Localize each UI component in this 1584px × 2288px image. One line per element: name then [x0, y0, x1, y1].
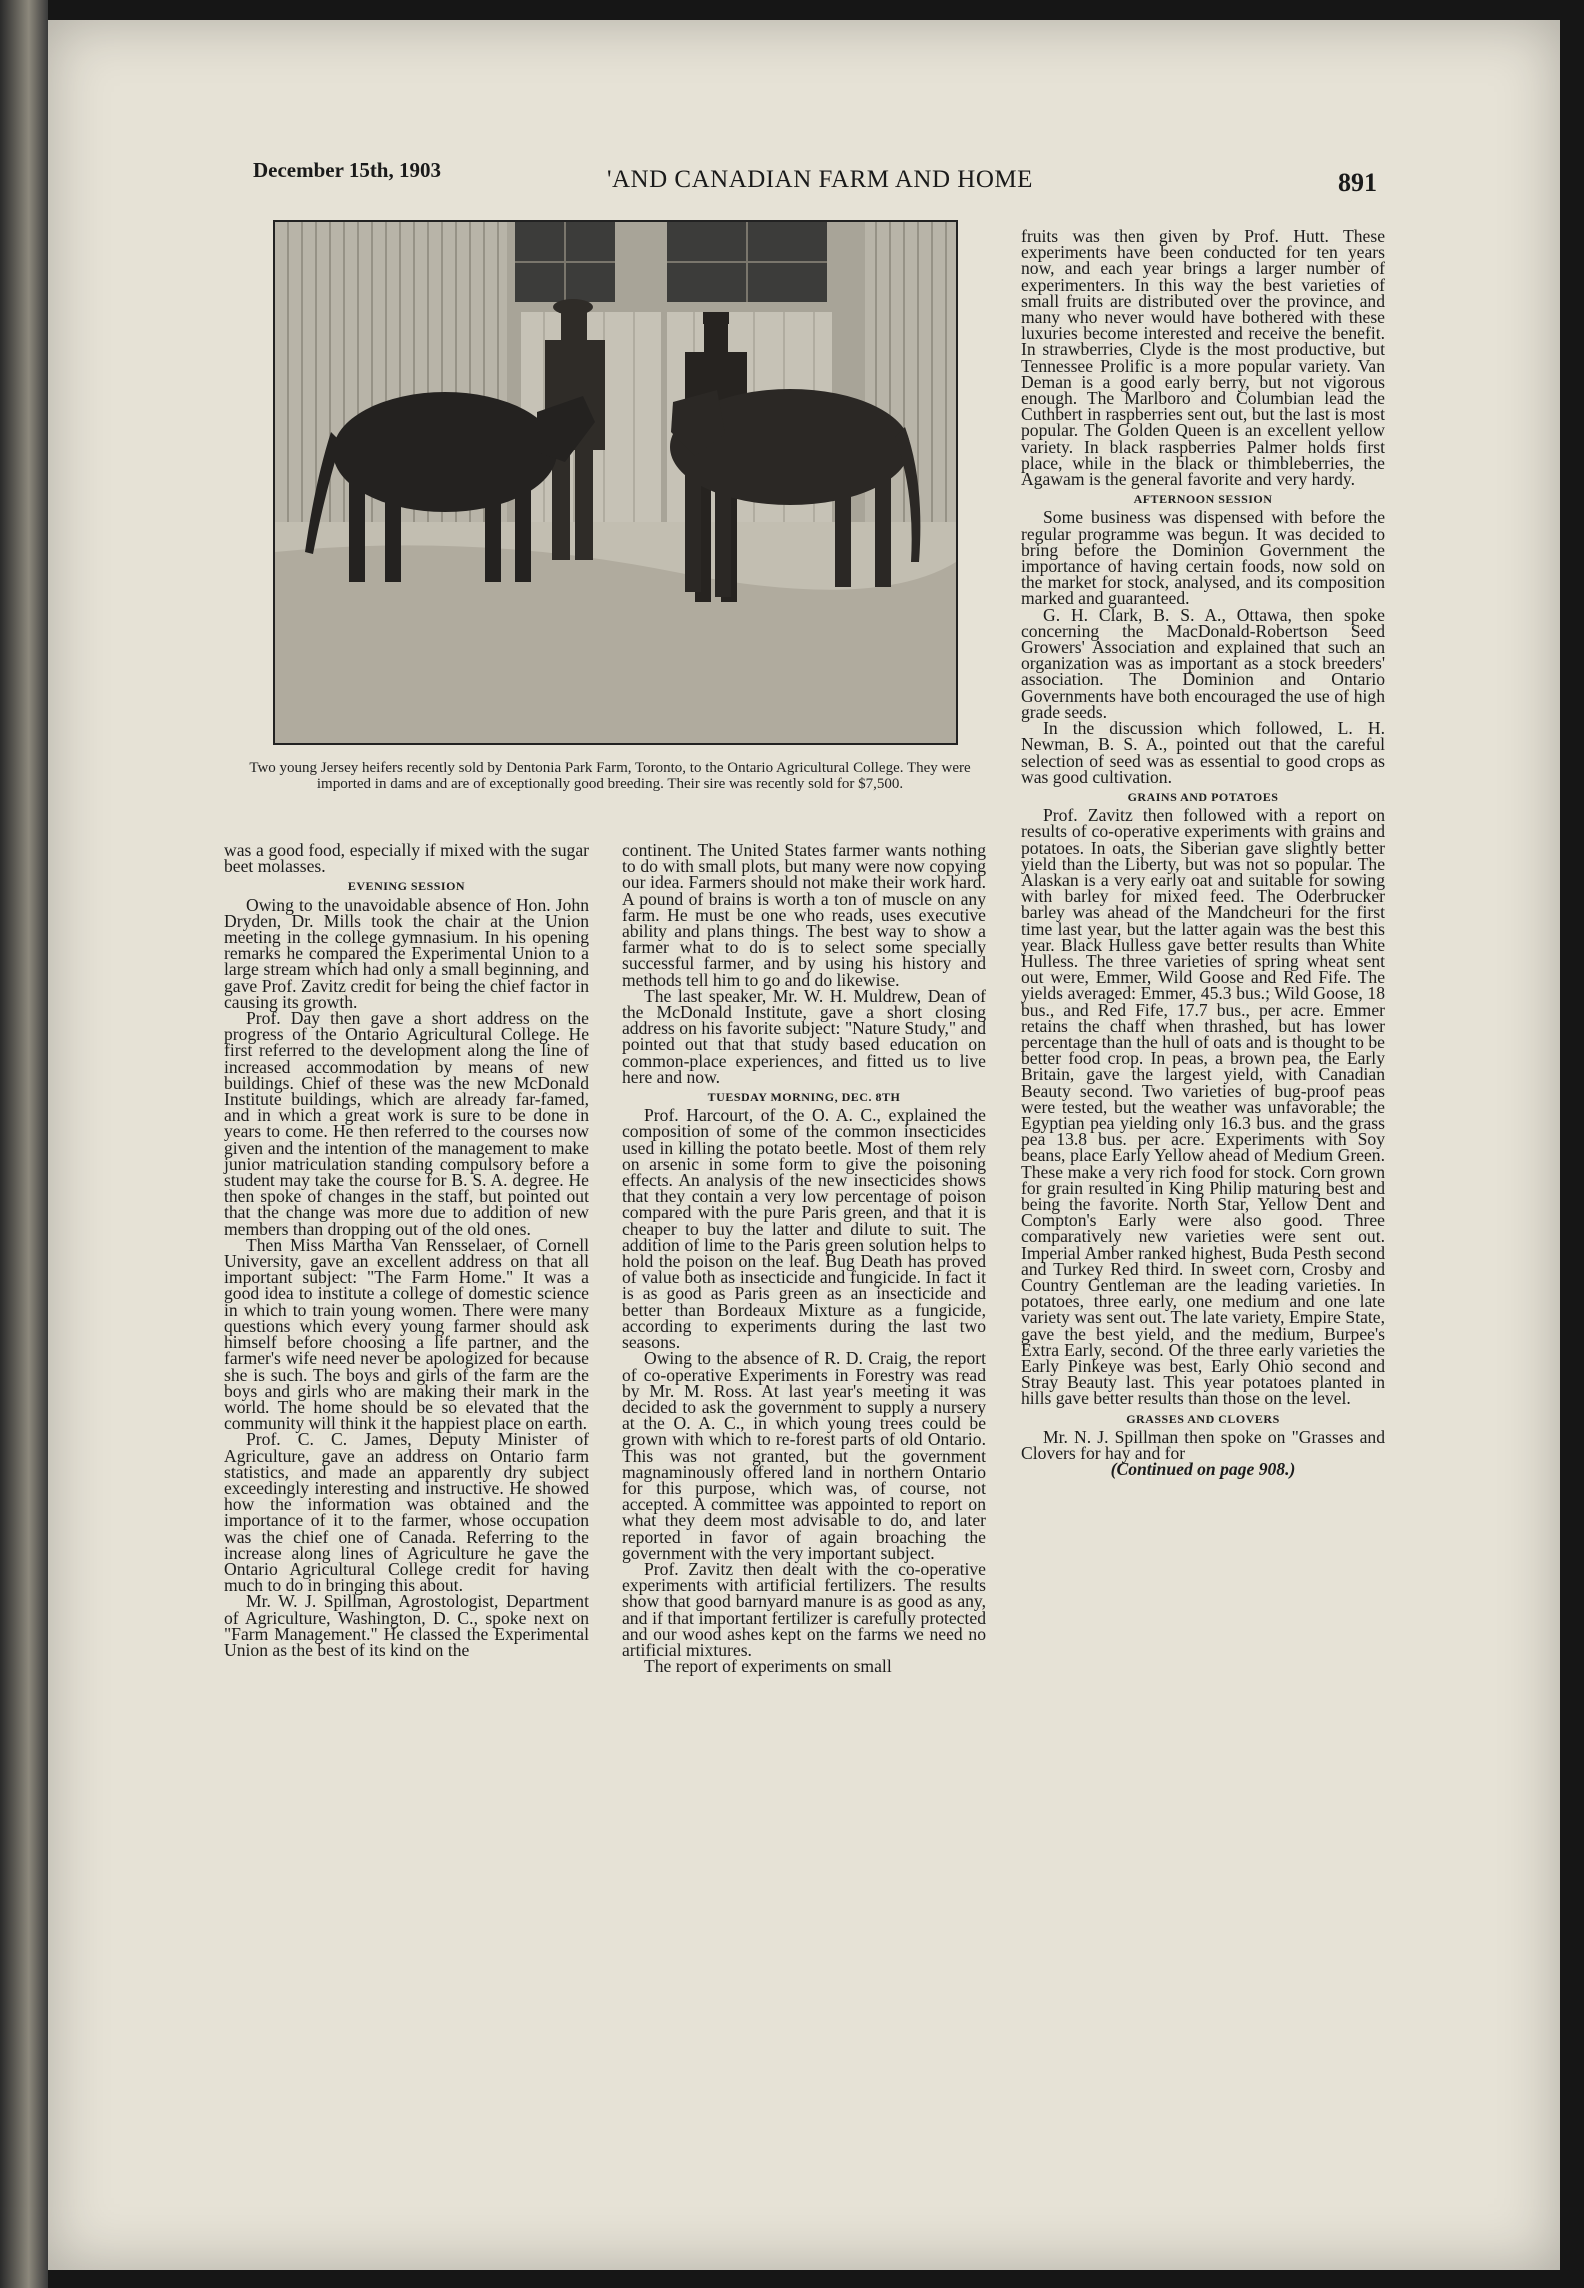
- paragraph: fruits was then given by Prof. Hutt. These experiments have been conducted for ten years now, and each year brings a larger number of experimenters. In this way the best varieties of small fruits are distributed over the province, and many who never would have bothered with these luxuries become interested and receive the benefit. In strawberries, Clyde is the most productive, but Tennessee Prolific is a more popular variety. Van Deman is a good early berry, but not vigorous enough. The Marlboro and Columbian lead the Cuthbert in raspberries sent out, but the last is most popular. The Golden Queen is an excellent yellow variety. In black raspberries Palmer holds first place, while in the black or thimbleberries, the Agawam is the general favorite and very hardy.: [1021, 226, 1385, 490]
- paragraph: Prof. C. C. James, Deputy Minister of Agriculture, gave an address on Ontario farm statistics, and made an apparently dry subject exceedingly interesting and instructive. He showed how the information was obtained and the importance of it to the farmer, whose occupation was the chief one of Canada. Referring to the increase along lines of Agriculture he gave the Ontario Agricultural College credit for having much to do in bringing this about.: [224, 1429, 589, 1596]
- paragraph: was a good food, especially if mixed with the sugar beet molasses.: [224, 840, 589, 877]
- page-edge-shadow: [0, 0, 48, 2288]
- paragraph: Prof. Zavitz then dealt with the co-operative experiments with artificial fertilizers. The results show that good barnyard manure is as good as any, and if that important fertilizer is carefully protected and our wood ashes kept on the farms we need no artificial mixtures.: [622, 1558, 986, 1660]
- paragraph: Then Miss Martha Van Rensselaer, of Cornell University, gave an excellent address on that all important subject: "The Farm Home." It was a good idea to institute a college of domestic science in which to train young women. There were many questions which every young farmer should ask himself before choosing a life partner, and the farmer's wife need never be apologized for because she is such. The boys and girls of the farm are the boys and girls who are making their mark in the world. The home should be so elevated that the community will think it the happiest place on earth.: [224, 1234, 589, 1434]
- page-header: [205, 146, 1385, 197]
- paragraph: Mr. W. J. Spillman, Agrostologist, Department of Agriculture, Washington, D. C., spoke next on "Farm Management." He classed the Experimental Union as the best of its kind on the: [224, 1591, 589, 1660]
- header-date: December 15th, 1903: [253, 158, 441, 182]
- page-number: 891: [1338, 168, 1377, 197]
- article-column-3: [1021, 226, 1385, 1480]
- paragraph: Prof. Zavitz then followed with a report on results of co-operative experiments with grains and potatoes. In oats, the Siberian gave slightly better yield than the Liberty, but was not so popular. The Alaskan is a very early oat and suitable for sowing with barley for mixed feed. The Oderbrucker barley was ahead of the Mandcheuri for the first time last year, but the latter again was the best this year. Black Hulless gave better results than White Hulless. The three varieties of spring wheat sent out were, Emmer, Wild Goose and Red Fife. The yields averaged: Emmer, 45.3 bus.; Wild Goose, 18 bus., and Red Fife, 17.7 bus., per acre. Emmer retains the chaff when thrashed, but has lower percentage than the hull of oats and is thought to be better food crop. In peas, a brown pea, the Early Britain, gave the largest yield, with Canadian Beauty second. Two varieties of bug-proof peas were tested, but the weather was unfavorable; the Egyptian pea yielding only 16.3 bus. and the grass pea 13.8 bus. per acre. Experiments with Soy beans, place Early Yellow ahead of Medium Green. These make a very rich food for stock. Corn grown for grain resulted in King Philip maturing best and being the favorite. North Star, Yellow Dent and Compton's Early were also good. Three comparatively new varieties were sent out. Imperial Amber ranked highest, Buda Pesth second and Turkey Red third. In sweet corn, Crosby and Country Gentleman are the leading varieties. In potatoes, three early, one medium and one late variety was sent out. The late variety, Empire State, gave the best yield, and the medium, Burpee's Extra Early, second. Of the three early varieties the Early Pinkeye was best, Early Ohio second and Stray Beauty last. This year potatoes planted in hills gave better results than those on the level.: [1021, 805, 1385, 1409]
- section-heading: TUESDAY MORNING, DEC. 8TH: [707, 1090, 901, 1105]
- section-heading: EVENING SESSION: [347, 879, 466, 894]
- paragraph: Owing to the absence of R. D. Craig, the report of co-operative Experiments in Forestry was read by Mr. M. Ross. At last year's meeting it was decided to ask the government to supply a nursery at the O. A. C., in which young trees could be grown with which to re-forest parts of old Ontario. This was not granted, but the government magnaminously offered land in northern Ontario for this purpose, which was, of course, not accepted. A committee was appointed to report on what they deem most advisable to do, and later reported in favor of again broaching the government with the very important subject.: [622, 1348, 986, 1563]
- paragraph: In the discussion which followed, L. H. Newman, B. S. A., pointed out that the careful selection of seed was as essential to good crops as was good cultivation.: [1021, 718, 1385, 787]
- paragraph: Some business was dispensed with before the regular programme was begun. It was decided to bring before the Dominion Government the importance of having certain foods, now sold on the market for stock, analysed, and its composition marked and guaranteed.: [1021, 507, 1385, 609]
- paragraph: Prof. Harcourt, of the O. A. C., explained the composition of some of the common insecticides used in killing the potato beetle. Most of them rely on arsenic in some form to give the poisoning effects. An analysis of the new insecticides shows that they contain a very low percentage of poison compared with the pure Paris green, and that it is cheaper to buy the latter and dilute to suit. The addition of lime to the Paris green solution helps to hold the poison on the leaf. Bug Death has proved of value both as insecticide and fungicide. In fact it is as good as Paris green as an insecticide and better than Bordeaux Mixture as a fungicide, according to experiments during the last two seasons.: [622, 1105, 986, 1353]
- photo-caption: Two young Jersey heifers recently sold by Dentonia Park Farm, Toronto, to the Ontario Agricultural College. They were imported in dams and are of exceptionally good breeding. Their sire was recently sold for $7,500.: [249, 760, 971, 792]
- section-heading: AFTERNOON SESSION: [1133, 492, 1273, 507]
- heifers-photograph: [273, 220, 958, 745]
- paragraph: Owing to the unavoidable absence of Hon. John Dryden, Dr. Mills took the chair at the Union meeting in the college gymnasium. In his opening remarks he compared the Experimental Union to a large stream which had only a small beginning, and gave Prof. Zavitz credit for being the chief factor in causing its growth.: [224, 894, 589, 1012]
- photo-illustration: [275, 222, 956, 743]
- paragraph: continent. The United States farmer wants nothing to do with small plots, but many were now copying our idea. Farmers should not make their work hard. A pound of brains is worth a ton of muscle on any farm. He must be one who reads, uses executive ability and plans things. The best way to show a farmer what to do is to select some specially successful farmer, and by using his history and methods tell him to go and do likewise.: [622, 840, 986, 990]
- paragraph: Mr. N. J. Spillman then spoke on "Grasses and Clovers for hay and for: [1021, 1426, 1385, 1464]
- article-column-2: [622, 840, 986, 1677]
- paragraph: G. H. Clark, B. S. A., Ottawa, then spoke concerning the MacDonald-Robertson Seed Growers' Association and explained that such an organization was as important as a stock breeders' association. The Dominion and Ontario Governments have both encouraged the use of high grade seeds.: [1021, 604, 1385, 722]
- header-title: 'AND CANADIAN FARM AND HOME: [607, 166, 1033, 193]
- paragraph: The last speaker, Mr. W. H. Muldrew, Dean of the McDonald Institute, gave a short closing address on his favorite subject: "Nature Study," and pointed out that that study based education on common-place experiences, and fitted us to live here and now.: [622, 985, 986, 1087]
- article-column-1: [224, 842, 589, 1658]
- section-heading: GRASSES AND CLOVERS: [1126, 1411, 1280, 1426]
- paragraph: Prof. Day then gave a short address on the progress of the Ontario Agricultural College. He first referred to the development along the line of increased accommodation by means of new buildings. Chief of these was the new McDonald Institute buildings, which are already far-famed, and in which a great work is sure to be done in years to come. He then referred to the courses now given and the intention of the management to make junior matriculation standing compulsory before a student may take the course for B. S. A. degree. He then spoke of changes in the staff, but pointed out that the change was more due to addition of new members than dropping out of the old ones.: [224, 1008, 589, 1239]
- section-heading: GRAINS AND POTATOES: [1127, 789, 1279, 804]
- continued-note: (Continued on page 908.): [1110, 1459, 1296, 1480]
- paragraph: The report of experiments on small: [644, 1656, 892, 1677]
